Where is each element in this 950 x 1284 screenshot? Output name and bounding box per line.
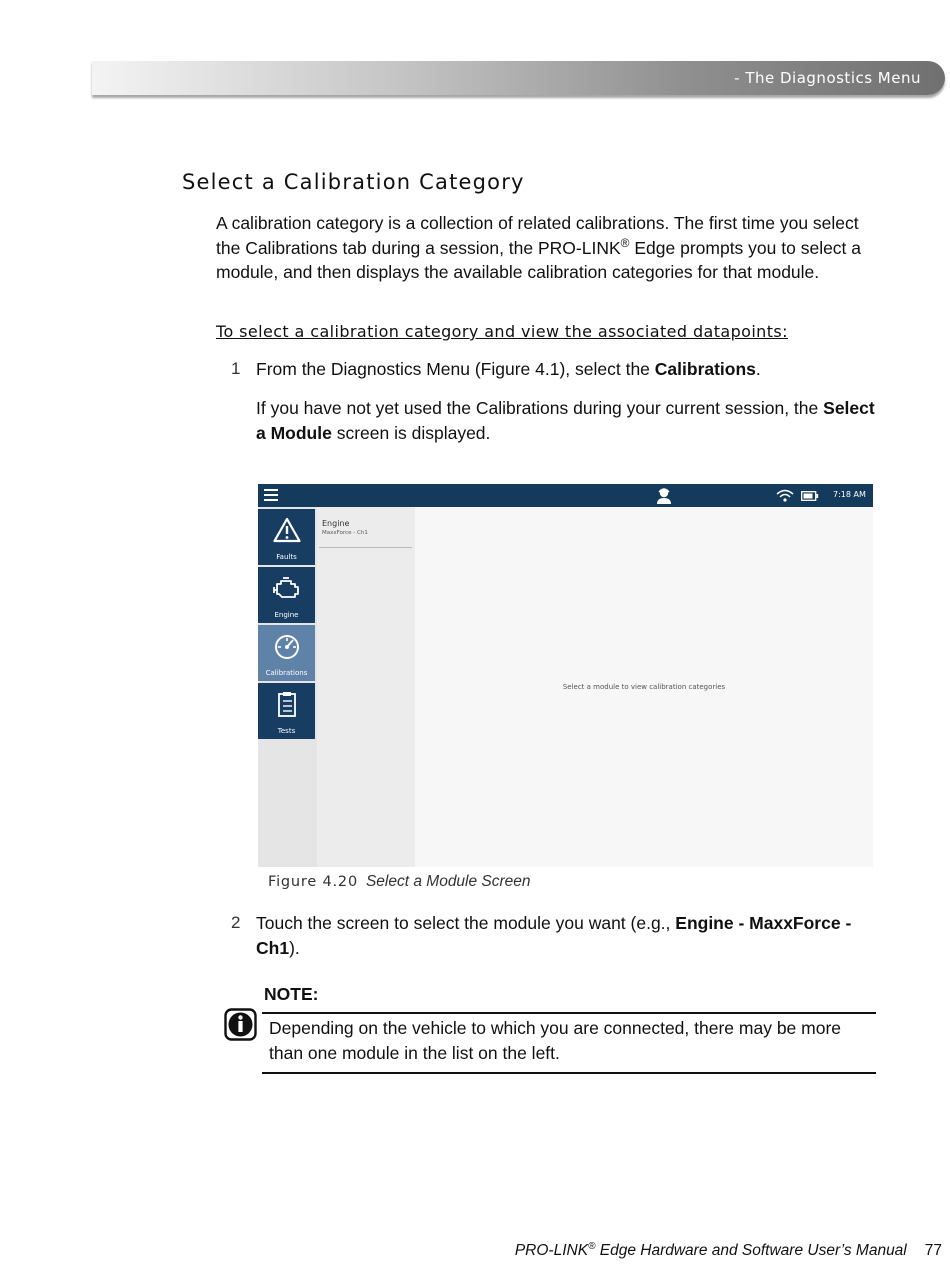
- step-1-followup-before: If you have not yet used the Calibrations during your current session, the: [256, 398, 824, 418]
- hamburger-menu-icon[interactable]: [264, 489, 278, 502]
- wifi-icon: [776, 489, 794, 502]
- clock-time: 7:18 AM: [833, 490, 866, 499]
- select-module-screenshot: [258, 484, 873, 867]
- note-bottom-rule: [262, 1072, 876, 1074]
- engine-icon: [273, 575, 301, 601]
- note-title: NOTE:: [264, 984, 319, 1004]
- nav-tile-calibrations[interactable]: [258, 625, 315, 681]
- step-2-text-after: ).: [289, 937, 300, 958]
- step-1-number: 1: [231, 359, 241, 378]
- select-module-message: Select a module to view calibration categories: [562, 683, 726, 691]
- nav-tile-faults[interactable]: [258, 509, 315, 565]
- clipboard-icon: [273, 691, 301, 717]
- warning-icon: [273, 517, 301, 543]
- registered-mark: ®: [620, 235, 630, 250]
- module-list-item[interactable]: [319, 515, 412, 548]
- footer-registered-mark: ®: [588, 1241, 596, 1252]
- calibration-content-area: [415, 507, 873, 867]
- gauge-icon: [273, 633, 301, 659]
- nav-label-tests: Tests: [277, 727, 296, 735]
- app-top-bar: [258, 484, 873, 507]
- figure-caption-label: Figure 4.20: [268, 874, 358, 890]
- procedure-heading: To select a calibration category and view the associated datapoints:: [216, 322, 788, 341]
- figure-caption: [268, 873, 531, 891]
- step-2-number: 2: [231, 913, 241, 932]
- chapter-header-bar: [92, 61, 945, 95]
- intro-text-part1: A calibration category is a collection of related calibrations. The first time you select the Calibrations tab during a session, the PRO-LINK: [216, 213, 859, 258]
- nav-tile-engine[interactable]: [258, 567, 315, 623]
- nav-tile-tests[interactable]: [258, 683, 315, 739]
- step-2-text-bold: Engine - MaxxForce - Ch1: [256, 913, 852, 958]
- footer-title-part1: PRO-LINK: [514, 1242, 589, 1260]
- technician-icon[interactable]: [656, 487, 672, 504]
- nav-label-calibrations: Calibrations: [265, 669, 308, 677]
- step-1-followup-bold: Select a Module: [256, 398, 875, 443]
- step-1-text-after: .: [755, 359, 761, 379]
- module-name: Engine: [322, 519, 350, 528]
- section-title: Select a Calibration Category: [182, 170, 525, 194]
- page-number: 77: [924, 1242, 942, 1260]
- module-channel: MaxxForce - Ch1: [322, 530, 368, 536]
- step-2-text-before: Touch the screen to select the module you want (e.g.,: [256, 913, 676, 933]
- step-1-followup: [256, 396, 876, 445]
- info-icon: [224, 1008, 257, 1041]
- step-1-text-bold: Calibrations: [654, 359, 756, 379]
- nav-label-engine: Engine: [274, 611, 299, 619]
- app-sidebar: [258, 507, 317, 867]
- nav-label-faults: Faults: [276, 553, 297, 561]
- intro-text-part2: Edge prompts you to select a module, and then displays the available calibration categories for that module.: [216, 237, 862, 282]
- battery-icon: [801, 491, 819, 501]
- step-1-text: [256, 357, 876, 382]
- chapter-title: - The Diagnostics Menu: [734, 69, 921, 87]
- step-2-text: [256, 911, 878, 960]
- module-list: [317, 507, 415, 867]
- step-1-text-before: From the Diagnostics Menu (Figure 4.1), select the: [256, 359, 655, 379]
- page-footer: [515, 1241, 942, 1260]
- footer-title-part2: Edge Hardware and Software User’s Manual: [595, 1242, 907, 1260]
- note-top-rule: [262, 1012, 876, 1014]
- note-text: Depending on the vehicle to which you are connected, there may be more than one module in the list on the left.: [269, 1018, 842, 1063]
- step-1-followup-after: screen is displayed.: [331, 422, 491, 443]
- intro-paragraph: [216, 211, 876, 285]
- figure-caption-text: Select a Module Screen: [365, 873, 531, 890]
